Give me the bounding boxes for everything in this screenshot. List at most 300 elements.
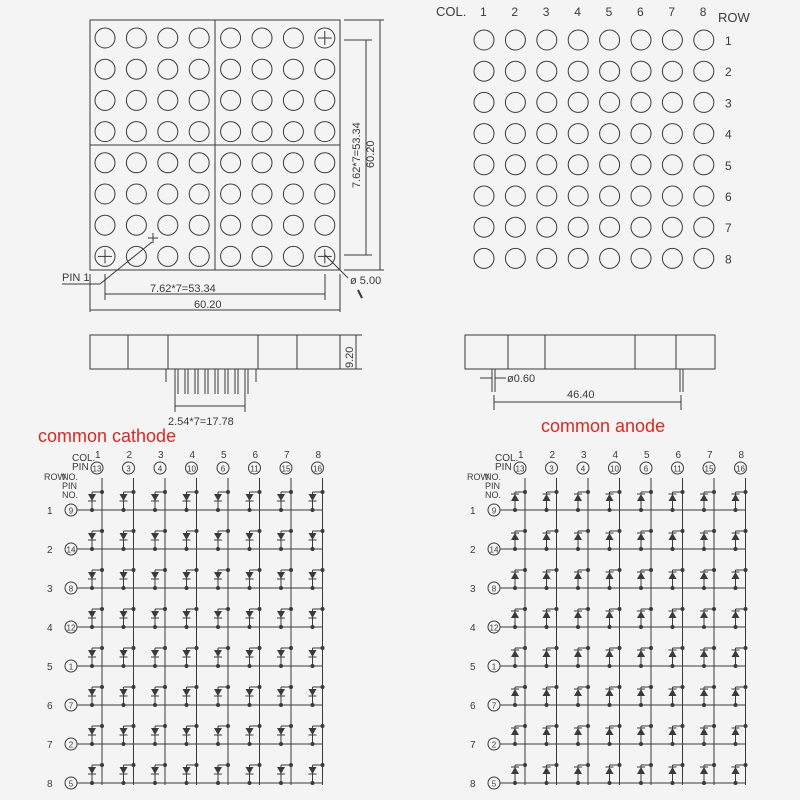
junction-dot — [586, 607, 590, 611]
junction-dot — [226, 529, 230, 533]
led-diode — [637, 767, 645, 774]
no-label-top: NO. — [62, 472, 79, 482]
led-dot — [189, 90, 209, 110]
pin-label: PIN — [495, 462, 512, 473]
pin-led-dot — [537, 248, 557, 268]
pin-col-label: 3 — [542, 5, 550, 19]
pin-led-dot — [474, 124, 494, 144]
col-pin-number: 15 — [281, 464, 291, 474]
junction-dot — [608, 625, 612, 629]
row-pin-number: 1 — [491, 662, 497, 672]
junction-dot — [671, 703, 675, 707]
junction-dot — [321, 490, 325, 494]
side-view-right — [465, 335, 715, 410]
led-diode — [543, 767, 551, 774]
dot-diameter-text: ø 5.00 — [350, 275, 382, 287]
led-diode — [700, 689, 708, 696]
led-diode — [88, 728, 96, 735]
pin-row-labels — [725, 34, 732, 266]
pin-led-dot — [631, 186, 651, 206]
pin-led-dot — [537, 61, 557, 81]
junction-dot — [671, 547, 675, 551]
junction-dot — [321, 724, 325, 728]
led-diode — [120, 689, 128, 696]
pin-led-dot — [474, 61, 494, 81]
led-dot — [189, 215, 209, 235]
led-dot — [315, 59, 335, 79]
junction-dot — [153, 742, 157, 746]
junction-dot — [608, 742, 612, 746]
junction-dot — [712, 685, 716, 689]
junction-dot — [639, 703, 643, 707]
junction-dot — [248, 625, 252, 629]
junction-dot — [545, 703, 549, 707]
junction-dot — [734, 781, 738, 785]
junction-dot — [226, 646, 230, 650]
junction-dot — [163, 685, 167, 689]
junction-dot — [555, 490, 559, 494]
junction-dot — [649, 607, 653, 611]
led-diode — [700, 728, 708, 735]
led-diode — [543, 728, 551, 735]
led-diode — [151, 572, 159, 579]
junction-dot — [576, 547, 580, 551]
junction-dot — [649, 568, 653, 572]
junction-dot — [216, 742, 220, 746]
row-label: ROW — [467, 472, 489, 482]
led-diode — [637, 611, 645, 618]
junction-dot — [545, 508, 549, 512]
led-diode — [637, 728, 645, 735]
led-diode — [214, 689, 222, 696]
junction-dot — [545, 625, 549, 629]
pin-led-dot — [505, 61, 525, 81]
junction-dot — [712, 646, 716, 650]
led-diode — [151, 611, 159, 618]
led-dot — [95, 184, 115, 204]
junction-dot — [248, 703, 252, 707]
schematic-col-number: 3 — [581, 450, 587, 461]
pin-label-left: PIN — [62, 481, 78, 491]
junction-dot — [311, 742, 315, 746]
junction-dot — [185, 664, 189, 668]
junction-dot — [122, 781, 126, 785]
junction-dot — [195, 646, 199, 650]
junction-dot — [153, 547, 157, 551]
junction-dot — [185, 625, 189, 629]
schematic-col-number: 8 — [738, 450, 745, 461]
schematic-row-number: 3 — [47, 584, 53, 595]
led-dot — [283, 246, 303, 266]
junction-dot — [702, 664, 706, 668]
junction-dot — [90, 547, 94, 551]
led-dot — [126, 153, 146, 173]
junction-dot — [523, 490, 527, 494]
pin-row-label: 6 — [725, 190, 732, 204]
junction-dot — [523, 646, 527, 650]
junction-dot — [712, 763, 716, 767]
junction-dot — [132, 763, 136, 767]
junction-dot — [195, 724, 199, 728]
no-label-left: NO. — [62, 490, 79, 500]
pin-row-label: 1 — [725, 34, 732, 48]
pin-led-dot — [537, 217, 557, 237]
pin-led-dot — [600, 92, 620, 112]
pin-led-dot — [631, 248, 651, 268]
pin-led-dot — [505, 248, 525, 268]
junction-dot — [586, 763, 590, 767]
junction-dot — [226, 568, 230, 572]
led-dot — [283, 59, 303, 79]
junction-dot — [100, 607, 104, 611]
led-dot — [158, 59, 178, 79]
pin-led-dot — [694, 155, 714, 175]
led-diode — [183, 767, 191, 774]
junction-dot — [734, 742, 738, 746]
led-diode — [246, 494, 254, 501]
col-pin-number: 10 — [610, 464, 619, 474]
led-dot — [95, 59, 115, 79]
front-view — [62, 20, 384, 312]
pin-led-dot — [537, 124, 557, 144]
junction-dot — [702, 625, 706, 629]
led-diode — [543, 650, 551, 657]
junction-dot — [132, 490, 136, 494]
junction-dot — [163, 763, 167, 767]
schematic-col-number: 5 — [221, 450, 227, 461]
pin-row-label: 8 — [725, 252, 732, 267]
pin-led-dot — [600, 30, 620, 50]
led-diode — [511, 533, 519, 540]
row-pin-number: 9 — [491, 506, 497, 516]
dim-length-text: 46.40 — [567, 389, 595, 401]
junction-dot — [311, 703, 315, 707]
junction-dot — [216, 508, 220, 512]
junction-dot — [132, 568, 136, 572]
junction-dot — [608, 703, 612, 707]
junction-dot — [545, 547, 549, 551]
junction-dot — [734, 547, 738, 551]
pin-led-dot — [600, 155, 620, 175]
junction-dot — [712, 607, 716, 611]
junction-dot — [248, 664, 252, 668]
led-dot — [189, 246, 209, 266]
led-diode — [574, 650, 582, 657]
row-pin-number: 5 — [491, 779, 497, 789]
led-diode — [543, 611, 551, 618]
junction-dot — [122, 664, 126, 668]
junction-dot — [576, 781, 580, 785]
junction-dot — [618, 763, 622, 767]
led-diode — [309, 767, 317, 774]
row-label: ROW — [44, 472, 66, 482]
schematic-row-number: 7 — [47, 740, 53, 751]
junction-dot — [226, 685, 230, 689]
led-diode — [309, 689, 317, 696]
led-diode — [88, 572, 96, 579]
led-diode — [543, 533, 551, 540]
side-body-r — [465, 335, 715, 369]
led-diode — [574, 689, 582, 696]
side-pins — [166, 369, 256, 394]
schematic-row-number: 8 — [47, 779, 53, 790]
col-pin-number: 6 — [643, 464, 649, 474]
led-dot — [221, 59, 241, 79]
pin-led-dot — [662, 92, 682, 112]
junction-dot — [321, 568, 325, 572]
junction-dot — [195, 607, 199, 611]
led-dot — [158, 153, 178, 173]
junction-dot — [671, 664, 675, 668]
junction-dot — [122, 508, 126, 512]
led-diode — [309, 572, 317, 579]
row-pin-number: 12 — [66, 623, 76, 633]
col-pin-number: 13 — [515, 464, 525, 474]
col-pin-number: 13 — [92, 464, 102, 474]
pin-led-dot — [631, 124, 651, 144]
led-diode — [669, 689, 677, 696]
pin-row-label: 2 — [725, 65, 732, 80]
led-diode — [511, 689, 519, 696]
pin-led-dot — [694, 124, 714, 144]
junction-dot — [681, 685, 685, 689]
schematic-common-cathode — [44, 450, 325, 790]
row-pin-number: 2 — [491, 740, 497, 750]
junction-dot — [555, 529, 559, 533]
junction-dot — [681, 724, 685, 728]
led-diode — [151, 767, 159, 774]
col-pin-number: 15 — [704, 464, 714, 474]
schematic-col-number: 2 — [549, 450, 556, 461]
junction-dot — [122, 703, 126, 707]
led-diode — [700, 611, 708, 618]
led-diode — [88, 611, 96, 618]
junction-dot — [100, 529, 104, 533]
led-diode — [637, 533, 645, 540]
junction-dot — [545, 742, 549, 746]
pin-col-label: 8 — [699, 5, 707, 19]
row-header: ROW — [718, 10, 750, 25]
led-diode — [309, 611, 317, 618]
led-dot — [283, 122, 303, 142]
led-diode — [120, 650, 128, 657]
junction-dot — [226, 724, 230, 728]
led-diode — [511, 494, 519, 501]
pin-led-dot — [474, 30, 494, 50]
junction-dot — [153, 508, 157, 512]
schematic-col-number: 2 — [126, 450, 133, 461]
led-diode — [183, 689, 191, 696]
led-dot — [189, 59, 209, 79]
led-diode — [700, 494, 708, 501]
junction-dot — [132, 724, 136, 728]
row-pin-number: 7 — [491, 701, 497, 711]
junction-dot — [608, 664, 612, 668]
led-diode — [637, 689, 645, 696]
junction-dot — [122, 742, 126, 746]
led-diode — [669, 611, 677, 618]
junction-dot — [132, 529, 136, 533]
junction-dot — [321, 607, 325, 611]
led-diode — [574, 494, 582, 501]
pin-led-dot — [505, 30, 525, 50]
dot-diameter-tick — [358, 290, 362, 298]
pin-led-dot — [505, 217, 525, 237]
schematic-col-number: 7 — [284, 450, 290, 461]
led-diode — [214, 767, 222, 774]
junction-dot — [185, 586, 189, 590]
led-dot — [252, 59, 272, 79]
row-pin-number: 12 — [489, 623, 499, 633]
junction-dot — [586, 685, 590, 689]
led-dot — [126, 122, 146, 142]
led-dot — [283, 184, 303, 204]
junction-dot — [100, 646, 104, 650]
junction-dot — [555, 646, 559, 650]
led-diode — [732, 533, 740, 540]
junction-dot — [513, 781, 517, 785]
junction-dot — [555, 607, 559, 611]
junction-dot — [163, 490, 167, 494]
led-diode — [214, 572, 222, 579]
junction-dot — [545, 586, 549, 590]
junction-dot — [100, 568, 104, 572]
led-diode — [511, 650, 519, 657]
schematic-row-number: 4 — [47, 623, 53, 634]
junction-dot — [702, 703, 706, 707]
pin-col-label: 7 — [668, 5, 676, 19]
pin-led-dot — [537, 155, 557, 175]
pin-led-dot — [662, 155, 682, 175]
pin-led-dot — [694, 92, 714, 112]
col-label: COL. — [72, 453, 96, 464]
led-diode — [214, 611, 222, 618]
led-diode — [606, 611, 614, 618]
row-pin-number: 7 — [68, 701, 74, 711]
col-pin-number: 11 — [673, 464, 682, 474]
junction-dot — [513, 508, 517, 512]
junction-dot — [712, 529, 716, 533]
led-diode — [309, 650, 317, 657]
led-diode — [669, 767, 677, 774]
no-label-left: NO. — [485, 490, 502, 500]
junction-dot — [163, 529, 167, 533]
pin-col-labels — [480, 5, 707, 19]
junction-dot — [90, 508, 94, 512]
junction-dot — [258, 490, 262, 494]
schematic-col-number: 4 — [612, 450, 619, 461]
pin-led-dot — [568, 248, 588, 268]
junction-dot — [321, 529, 325, 533]
led-diode — [277, 533, 285, 540]
pin-led-dot — [631, 217, 651, 237]
led-diode — [151, 650, 159, 657]
junction-dot — [702, 508, 706, 512]
junction-dot — [90, 703, 94, 707]
led-diode — [543, 572, 551, 579]
junction-dot — [744, 724, 748, 728]
pin-led-dot — [505, 155, 525, 175]
led-dot — [126, 59, 146, 79]
junction-dot — [248, 586, 252, 590]
pin-led-dot — [568, 30, 588, 50]
col-pin-number: 16 — [736, 464, 745, 474]
led-dot — [252, 122, 272, 142]
junction-dot — [153, 625, 157, 629]
junction-dot — [681, 646, 685, 650]
schematic-row-number: 1 — [470, 506, 476, 517]
junction-dot — [311, 664, 315, 668]
junction-dot — [195, 763, 199, 767]
led-diode — [246, 728, 254, 735]
junction-dot — [258, 568, 262, 572]
junction-dot — [734, 703, 738, 707]
pin-led-dot — [662, 124, 682, 144]
schematic-row-number: 2 — [47, 545, 53, 556]
pin-dot-grid — [474, 30, 714, 268]
junction-dot — [248, 547, 252, 551]
schematic-row-number: 2 — [470, 545, 476, 556]
dim-pin-diameter-text: ø0.60 — [507, 373, 536, 385]
junction-dot — [555, 724, 559, 728]
junction-dot — [734, 664, 738, 668]
pin-led-dot — [474, 92, 494, 112]
pin-led-dot — [600, 124, 620, 144]
junction-dot — [576, 508, 580, 512]
junction-dot — [639, 664, 643, 668]
led-diode — [88, 494, 96, 501]
row-pin-number: 2 — [68, 740, 74, 750]
junction-dot — [649, 646, 653, 650]
pin-led-dot — [568, 61, 588, 81]
led-diode — [574, 767, 582, 774]
led-diode — [120, 767, 128, 774]
led-diode — [543, 494, 551, 501]
junction-dot — [153, 703, 157, 707]
led-diode — [732, 767, 740, 774]
junction-dot — [195, 685, 199, 689]
led-dot — [158, 246, 178, 266]
junction-dot — [226, 607, 230, 611]
junction-dot — [681, 607, 685, 611]
schematic-row-number: 8 — [470, 779, 476, 790]
junction-dot — [289, 529, 293, 533]
pin-led-dot — [568, 186, 588, 206]
led-diode — [277, 767, 285, 774]
led-diode — [246, 611, 254, 618]
junction-dot — [639, 625, 643, 629]
led-diode — [277, 494, 285, 501]
pin-led-dot — [537, 30, 557, 50]
pin-led-dot — [474, 155, 494, 175]
junction-dot — [639, 508, 643, 512]
schematic-row-number: 6 — [47, 701, 53, 712]
junction-dot — [523, 763, 527, 767]
pin-led-dot — [568, 217, 588, 237]
junction-dot — [576, 586, 580, 590]
junction-dot — [258, 607, 262, 611]
junction-dot — [513, 742, 517, 746]
junction-dot — [618, 724, 622, 728]
pin-led-dot — [631, 155, 651, 175]
junction-dot — [185, 742, 189, 746]
junction-dot — [608, 586, 612, 590]
pin-led-dot — [505, 92, 525, 112]
junction-dot — [618, 529, 622, 533]
led-diode — [669, 533, 677, 540]
junction-dot — [321, 685, 325, 689]
junction-dot — [289, 646, 293, 650]
